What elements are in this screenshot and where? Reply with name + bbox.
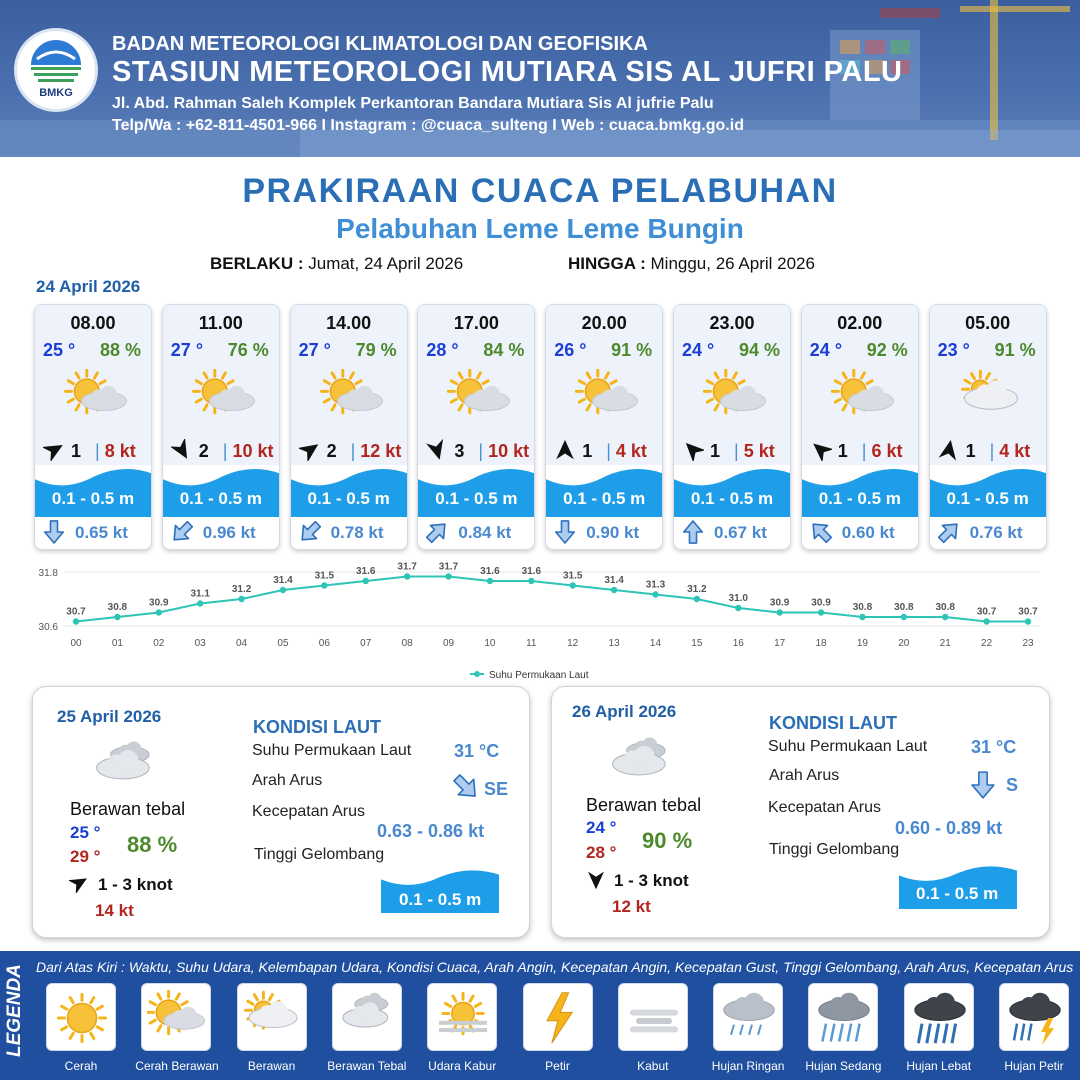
- day2-wave-value: 0.1 - 0.5 m: [399, 890, 482, 909]
- chart-data-label: 31.6: [480, 566, 500, 577]
- wind-direction-arrow-icon: [426, 439, 448, 461]
- current-direction-arrow-icon: [43, 520, 65, 544]
- legend-item-label: Kabut: [637, 1059, 669, 1073]
- chart-x-tick-label: 13: [608, 638, 620, 649]
- header-banner: [0, 0, 1080, 157]
- chart-data-label: 31.3: [645, 579, 666, 591]
- chart-x-tick-label: 05: [277, 638, 289, 649]
- card-humidity: 91 %: [611, 340, 653, 360]
- card-current-speed: 0.67 kt: [714, 523, 767, 542]
- legend-side-label: [0, 951, 30, 1080]
- card-humidity: 91 %: [994, 340, 1036, 360]
- logo-text: BMKG: [39, 87, 73, 99]
- card-time: 02.00: [837, 313, 883, 333]
- chart-data-label: 31.6: [356, 566, 376, 577]
- day3-wave-value: 0.1 - 0.5 m: [916, 884, 999, 903]
- legend-item-label: Hujan Petir: [1004, 1059, 1064, 1073]
- chart-data-label: 30.8: [852, 602, 873, 613]
- card-humidity: 84 %: [483, 340, 525, 360]
- chart-point: [238, 596, 244, 602]
- chart-data-label: 30.7: [66, 606, 86, 618]
- forecast-card: [162, 304, 280, 550]
- card-temperature: 24 °: [809, 340, 843, 360]
- card-gust: [351, 441, 402, 462]
- chart-point: [197, 600, 203, 606]
- valid-to: [568, 254, 815, 274]
- legend-item: [326, 983, 408, 1073]
- day2-condition: Berawan tebal: [70, 799, 186, 819]
- legend-item: [993, 983, 1075, 1073]
- day3-forecast-box: [551, 686, 1050, 938]
- valid-from-value: Jumat, 24 April 2026: [308, 254, 464, 273]
- legend-item: [898, 983, 980, 1073]
- chart-data-label: 31.4: [604, 575, 624, 586]
- chart-data-label: 31.7: [397, 561, 417, 573]
- card-wind-speed: 1: [837, 441, 848, 461]
- petir-icon: [529, 990, 589, 1046]
- card-wind-speed: 2: [326, 441, 337, 461]
- day2-humidity: 88 %: [127, 832, 178, 857]
- wind-direction-arrow-icon: [43, 439, 65, 461]
- legend-item: [612, 983, 694, 1073]
- forecast-card: [801, 304, 919, 550]
- card-current-speed: 0.96 kt: [202, 523, 256, 542]
- forecast-card: [290, 304, 408, 550]
- separator-bar: |: [861, 441, 872, 461]
- chart-data-label: 31.5: [562, 570, 583, 582]
- card-gust-value: 4 kt: [615, 441, 647, 461]
- legend-icon-box: [46, 983, 116, 1051]
- port-name: Pelabuhan Leme Leme Bungin: [336, 213, 744, 244]
- chart-data-label: 30.7: [1018, 606, 1038, 618]
- valid-to-value: Minggu, 26 April 2026: [650, 254, 815, 273]
- chart-x-tick-label: 02: [153, 638, 165, 649]
- chart-point: [280, 587, 286, 593]
- forecast-card: [673, 304, 791, 550]
- chart-point: [901, 614, 907, 620]
- card-gust: [478, 441, 529, 462]
- legend-item-label: Cerah Berawan: [135, 1059, 219, 1073]
- legend-icon-box: [141, 983, 211, 1051]
- chart-point: [818, 609, 824, 615]
- day3-wind-speed: 1 - 3 knot: [614, 871, 689, 890]
- cerah-berawan-icon: [830, 369, 896, 425]
- valid-to-label: HINGGA :: [568, 254, 646, 273]
- chart-y-tick-label: 31.8: [38, 568, 58, 579]
- chart-point: [859, 614, 865, 620]
- card-gust-value: 10 kt: [488, 441, 530, 461]
- day2-kondisi-title: KONDISI LAUT: [253, 717, 381, 737]
- chart-x-tick-label: 18: [815, 638, 827, 649]
- legend-panel: [0, 951, 1080, 1080]
- card-wind-speed: 2: [198, 441, 209, 461]
- chart-x-tick-label: 14: [649, 638, 662, 649]
- current-direction-arrow-icon: [810, 520, 832, 544]
- card-gust-value: 8 kt: [104, 441, 136, 461]
- legend-item: [707, 983, 789, 1073]
- org-name: BADAN METEOROLOGI KLIMATOLOGI DAN GEOFISIKA: [112, 33, 648, 55]
- chart-legend-label: Suhu Permukaan Laut: [489, 670, 589, 681]
- chart-point: [73, 618, 79, 624]
- forecast-card: [929, 304, 1047, 550]
- berawan-tebal-icon: [607, 735, 677, 785]
- current-direction-arrow-icon: [426, 520, 448, 544]
- card-gust-value: 10 kt: [232, 441, 274, 461]
- legend-item: [517, 983, 599, 1073]
- card-current-speed: 0.84 kt: [458, 523, 512, 542]
- forecast-card: [417, 304, 535, 550]
- day2-gust: 14 kt: [95, 901, 134, 920]
- card-temperature: 28 °: [426, 340, 459, 360]
- chart-point: [321, 582, 327, 588]
- chart-point: [983, 618, 989, 624]
- wind-direction-arrow-icon: [554, 439, 576, 461]
- legend-item: [802, 983, 884, 1073]
- chart-x-tick-label: 15: [691, 638, 703, 649]
- cerah-berawan-icon: [319, 369, 385, 425]
- card-current-speed: 0.60 kt: [841, 523, 895, 542]
- card-current-speed: 0.76 kt: [969, 523, 1023, 542]
- station-address: Jl. Abd. Rahman Saleh Komplek Perkantoran Bandara Mutiara Sis Al jufrie Palu: [112, 95, 714, 112]
- card-gust: [990, 441, 1031, 462]
- chart-x-tick-label: 07: [360, 638, 372, 649]
- day2-date: 25 April 2026: [57, 707, 162, 726]
- sea-surface-temperature-chart: [0, 560, 1080, 690]
- chart-data-label: 30.8: [894, 602, 914, 613]
- legend-title: LEGENDA: [4, 964, 25, 1057]
- chart-data-label: 30.7: [976, 606, 997, 618]
- kabut-icon: [624, 990, 684, 1046]
- day3-temp-min: 24 °: [586, 818, 617, 837]
- hujan-lebat-icon: [910, 990, 970, 1046]
- day2-temp-max: 29 °: [70, 847, 101, 866]
- chart-point: [776, 609, 782, 615]
- card-wind-speed: 1: [582, 441, 593, 461]
- card-humidity: 94 %: [738, 340, 780, 360]
- legend-icon-box: [808, 983, 878, 1051]
- day2-current-arrow-icon: [453, 773, 479, 801]
- chart-x-tick-label: 01: [111, 638, 123, 649]
- card-time: 23.00: [709, 313, 755, 333]
- legend-icon-box: [618, 983, 688, 1051]
- chart-point: [114, 614, 120, 620]
- card-wind-speed: 1: [71, 441, 82, 461]
- bmkg-emblem-icon: [17, 35, 95, 87]
- card-time: 14.00: [326, 313, 372, 333]
- station-contact: Telp/Wa : +62-811-4501-966 I Instagram : @cuaca_sulteng I Web : cuaca.bmkg.go.id: [112, 117, 744, 134]
- chart-x-tick-label: 17: [774, 638, 786, 649]
- day3-current-speed-label: Kecepatan Arus: [768, 799, 881, 816]
- day3-date: 26 April 2026: [572, 702, 677, 721]
- chart-x-tick-label: 08: [401, 638, 413, 649]
- day3-condition: Berawan tebal: [586, 795, 702, 815]
- card-time: 20.00: [581, 313, 627, 333]
- chart-legend-marker: [474, 671, 480, 677]
- chart-point: [694, 596, 700, 602]
- card-current-speed: 0.65 kt: [75, 523, 128, 542]
- legend-item: [135, 983, 217, 1073]
- station-name: STASIUN METEOROLOGI MUTIARA SIS AL JUFRI PALU: [112, 56, 903, 88]
- chart-x-tick-label: 12: [567, 638, 579, 649]
- card-current-speed: 0.90 kt: [586, 523, 640, 542]
- card-gust-value: 4 kt: [999, 441, 1031, 461]
- chart-point: [487, 578, 493, 584]
- wind-direction-arrow-icon: [938, 439, 960, 461]
- cerah-berawan-icon: [446, 369, 512, 425]
- chart-series-line: [76, 577, 1028, 622]
- chart-data-label: 30.9: [811, 597, 831, 609]
- legend-item-label: Udara Kabur: [428, 1059, 497, 1073]
- card-temperature: 27 °: [170, 340, 204, 360]
- chart-x-tick-label: 16: [732, 638, 744, 649]
- chart-point: [404, 573, 410, 579]
- day3-current-arrow-icon: [970, 771, 996, 799]
- hujan-ringan-icon: [719, 990, 779, 1046]
- day3-gust: 12 kt: [612, 897, 651, 916]
- day3-wave-label: Tinggi Gelombang: [769, 841, 900, 858]
- card-wave-height: 0.1 - 0.5 m: [435, 489, 518, 508]
- day2-forecast-box: [32, 686, 530, 938]
- wind-direction-arrow-icon: [299, 439, 321, 461]
- card-wave-height: 0.1 - 0.5 m: [818, 489, 901, 508]
- day2-current-dir-value: SE: [484, 779, 509, 799]
- chart-point: [569, 582, 575, 588]
- legend-item-label: Hujan Sedang: [805, 1059, 882, 1073]
- current-direction-arrow-icon: [554, 520, 576, 544]
- chart-x-tick-label: 06: [318, 638, 330, 649]
- forecast-card: [545, 304, 663, 550]
- chart-data-label: 31.1: [190, 588, 210, 600]
- berawan-tebal-icon: [338, 990, 398, 1046]
- separator-bar: |: [95, 441, 105, 461]
- card-wind-speed: 1: [710, 441, 721, 461]
- chart-x-tick-label: 20: [898, 638, 910, 649]
- legend-item: [40, 983, 122, 1073]
- day3-humidity: 90 %: [642, 828, 693, 853]
- cerah-berawan-icon: [147, 990, 207, 1046]
- chart-y-tick-label: 30.6: [38, 622, 58, 633]
- hujan-sedang-icon: [814, 990, 874, 1046]
- card-wind-speed: 3: [454, 441, 465, 461]
- chart-point: [1025, 618, 1031, 624]
- chart-data-label: 30.9: [149, 597, 169, 609]
- day3-kondisi-title: KONDISI LAUT: [769, 713, 897, 733]
- chart-x-tick-label: 19: [856, 638, 868, 649]
- card-gust: [223, 441, 274, 462]
- chart-data-label: 31.0: [728, 593, 748, 604]
- wind-direction-arrow-icon: [682, 439, 704, 461]
- legend-icon-box: [713, 983, 783, 1051]
- card-wave-height: 0.1 - 0.5 m: [690, 489, 774, 508]
- card-gust-value: 5 kt: [743, 441, 775, 461]
- separator-bar: |: [478, 441, 489, 461]
- card-temperature: 24 °: [682, 340, 715, 360]
- valid-from-label: BERLAKU :: [210, 254, 304, 273]
- current-direction-arrow-icon: [171, 520, 193, 544]
- card-wave-height: 0.1 - 0.5 m: [307, 489, 390, 508]
- card-wave-height: 0.1 - 0.5 m: [563, 489, 646, 508]
- legend-item: [421, 983, 503, 1073]
- legend-item-label: Hujan Ringan: [711, 1059, 785, 1073]
- day2-current-speed-label: Kecepatan Arus: [252, 803, 365, 820]
- separator-bar: |: [350, 441, 361, 461]
- current-direction-arrow-icon: [938, 520, 960, 544]
- legend-icon-box: [523, 983, 593, 1051]
- card-gust: [606, 441, 647, 462]
- day3-current-speed-value: 0.60 - 0.89 kt: [895, 818, 1003, 838]
- chart-x-tick-label: 04: [236, 638, 248, 649]
- card-time: 11.00: [198, 313, 243, 333]
- cerah-berawan-icon: [63, 369, 129, 425]
- card-temperature: 23 °: [937, 340, 970, 360]
- chart-point: [652, 591, 658, 597]
- day3-current-dir-value: S: [1006, 775, 1019, 795]
- day3-wind-arrow-icon: [586, 870, 606, 890]
- day2-sst-value: 31 °C: [454, 741, 500, 761]
- chart-point: [363, 578, 369, 584]
- card-gust: [862, 441, 903, 462]
- chart-point: [156, 609, 162, 615]
- berawan-icon: [243, 990, 303, 1046]
- chart-x-tick-label: 03: [194, 638, 206, 649]
- legend-item-label: Berawan Tebal: [327, 1059, 407, 1073]
- legend-icon-box: [332, 983, 402, 1051]
- bmkg-logo: [14, 28, 98, 112]
- legend-icon-box: [237, 983, 307, 1051]
- cerah-berawan-icon: [702, 369, 768, 425]
- chart-x-tick-label: 21: [939, 638, 951, 649]
- chart-data-label: 31.7: [438, 561, 459, 573]
- card-wind-speed: 1: [965, 441, 976, 461]
- udara-kabur-icon: [433, 990, 493, 1046]
- separator-bar: |: [734, 441, 744, 461]
- chart-x-tick-label: 11: [526, 638, 537, 649]
- day2-current-dir-label: Arah Arus: [252, 772, 323, 789]
- day3-current-dir-label: Arah Arus: [769, 767, 840, 784]
- chart-point: [942, 614, 948, 620]
- chart-point: [611, 587, 617, 593]
- legend-description: Dari Atas Kiri : Waktu, Suhu Udara, Kelembapan Udara, Kondisi Cuaca, Arah Angin, Kecepatan Angin, Kecepatan Gust, Tinggi Gelombang, Arah Arus, Kecepatan Arus: [36, 959, 1074, 975]
- card-gust-value: 6 kt: [871, 441, 903, 461]
- chart-data-label: 30.8: [107, 602, 128, 613]
- berawan-tebal-icon: [91, 739, 161, 789]
- separator-bar: |: [222, 441, 233, 461]
- day3-temp-max: 28 °: [586, 843, 617, 862]
- cerah-berawan-icon: [574, 369, 640, 425]
- card-temperature: 26 °: [554, 340, 587, 360]
- wind-direction-arrow-icon: [810, 439, 832, 461]
- hujan-petir-icon: [1005, 990, 1065, 1046]
- legend-item-label: Cerah: [64, 1059, 98, 1073]
- day2-temp-min: 25 °: [70, 823, 101, 842]
- wind-direction-arrow-icon: [171, 439, 193, 461]
- valid-from: [210, 254, 463, 274]
- separator-bar: |: [989, 441, 1000, 461]
- legend-icon-box: [999, 983, 1069, 1051]
- chart-x-tick-label: 00: [70, 638, 82, 649]
- page-title: PRAKIRAAN CUACA PELABUHAN: [242, 172, 838, 210]
- legend-item: [231, 983, 313, 1073]
- chart-data-label: 31.6: [521, 566, 542, 577]
- legend-item-label: Hujan Lebat: [906, 1059, 972, 1073]
- legend-item-label: Berawan: [247, 1059, 296, 1073]
- day3-sst-label: Suhu Permukaan Laut: [768, 738, 928, 755]
- day2-sst-label: Suhu Permukaan Laut: [252, 742, 412, 759]
- card-current-speed: 0.78 kt: [330, 523, 384, 542]
- day2-current-speed-value: 0.63 - 0.86 kt: [377, 821, 485, 841]
- chart-data-label: 30.8: [935, 602, 955, 613]
- legend-icon-box: [427, 983, 497, 1051]
- chart-data-label: 31.2: [231, 584, 252, 595]
- card-humidity: 79 %: [355, 340, 397, 360]
- card-wave-height: 0.1 - 0.5 m: [51, 489, 135, 508]
- cerah-icon: [52, 990, 112, 1046]
- card-time: 08.00: [70, 313, 116, 333]
- card-wave-height: 0.1 - 0.5 m: [179, 489, 262, 508]
- card-gust: [734, 441, 775, 462]
- day2-wave-label: Tinggi Gelombang: [254, 846, 385, 863]
- card-gust: [95, 441, 136, 462]
- day1-date: 24 April 2026: [36, 277, 141, 296]
- cerah-berawan-icon: [191, 369, 257, 425]
- card-temperature: 27 °: [298, 340, 331, 360]
- card-humidity: 92 %: [866, 340, 908, 360]
- current-direction-arrow-icon: [682, 520, 704, 544]
- card-time: 05.00: [965, 313, 1011, 333]
- separator-bar: |: [606, 441, 616, 461]
- chart-point: [528, 578, 534, 584]
- day3-sst-value: 31 °C: [971, 737, 1017, 757]
- day2-wind-arrow-icon: [69, 873, 89, 893]
- card-humidity: 76 %: [227, 340, 269, 360]
- chart-x-tick-label: 10: [484, 638, 496, 649]
- chart-x-tick-label: 09: [442, 638, 455, 649]
- card-temperature: 25 °: [43, 340, 76, 360]
- chart-x-tick-label: 22: [981, 638, 993, 649]
- legend-icon-box: [904, 983, 974, 1051]
- chart-data-label: 31.4: [273, 575, 293, 586]
- forecast-card: [34, 304, 152, 550]
- card-humidity: 88 %: [99, 340, 141, 360]
- current-direction-arrow-icon: [299, 520, 321, 544]
- legend-item-label: Petir: [545, 1059, 570, 1073]
- chart-point: [735, 605, 741, 611]
- chart-data-label: 31.5: [314, 570, 335, 582]
- day2-wind-speed: 1 - 3 knot: [98, 875, 173, 894]
- chart-x-tick-label: 23: [1022, 638, 1034, 649]
- card-time: 17.00: [453, 313, 499, 333]
- card-gust-value: 12 kt: [360, 441, 402, 461]
- chart-data-label: 31.2: [687, 584, 707, 595]
- chart-data-label: 30.9: [769, 597, 790, 609]
- berawan-icon: [958, 369, 1024, 425]
- chart-point: [445, 573, 451, 579]
- card-wave-height: 0.1 - 0.5 m: [946, 489, 1029, 508]
